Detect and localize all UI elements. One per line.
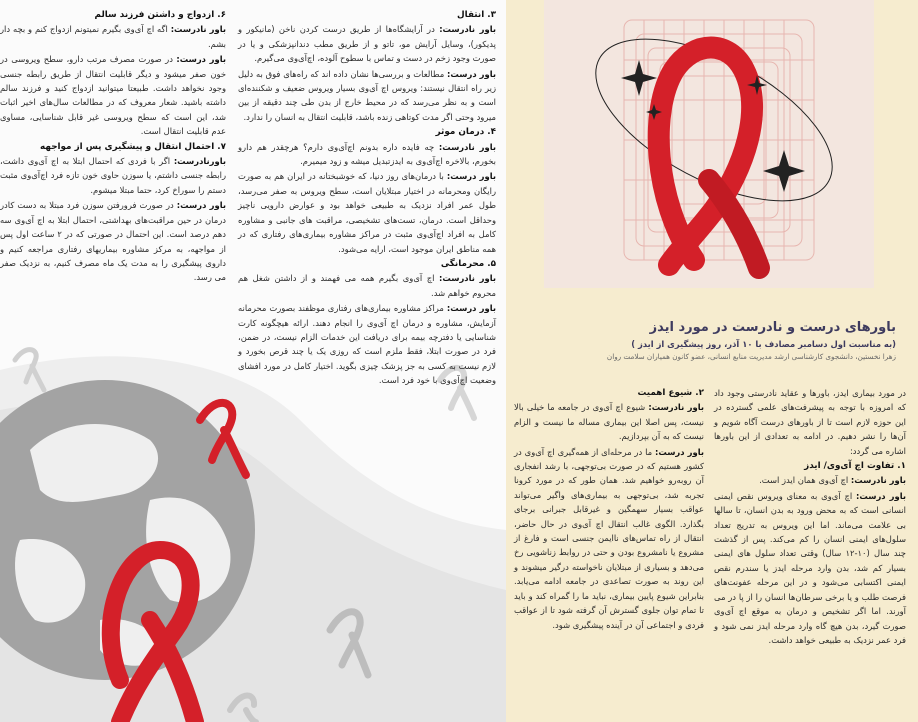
- right-page-right-column: [714, 386, 906, 648]
- article-authors: زهرا نخستین، دانشجوی کارشناسی ارشد مدیریت منابع انسانی، عضو کانون همیاران سلامت روان: [606, 352, 896, 361]
- paragraph: باور نادرست: اگه اچ آی‌وی بگیرم نمیتونم ازدواج کنم و بچه دار بشم.: [0, 24, 226, 49]
- paragraph: باورنادرست: اگر با فردی که احتمال ابتلا به اچ آی‌وی داشت، رابطه جنسی داشتم، یا سوزن حاوی خون تازه فرد اچ‌آی‌وی مثبت دستم را سوراخ کرد، حتما مبتلا میشوم.: [0, 156, 226, 195]
- paragraph: باور نادرست: چه فایده داره بدونم اچ‌آی‌وی دارم؟ هرچقدر هم دارو بخورم، بالاخره اچ‌آی‌وی به ایدزتبدیل میشه و زود میمیرم.: [238, 141, 496, 167]
- paragraph: باور درست: مطالعات و بررسی‌ها نشان داده اند که راه‌های فوق به دلیل زیر راه انتقال نیستند: ویروس اچ آی‌وی بسیار ویروس ضعیف و شکننده‌ای است و به نظر می‌رسد که در محیط خارج از بدن طی چند دقیقه از بین میرود وحتی اگر مدت کوتاهی زنده باشد، قابلیت انتقال به انسان را ندارد.: [238, 68, 496, 122]
- paragraph: باور نادرست: در آرایشگاه‌ها از طریق درست کردن ناخن (مانیکور و پدیکور)، وسایل آرایش مو، تاتو و از طریق مطب دندانپزشکی و یا در صورت وجود زخم در دست و تماس با سطوح آلوده، اچ‌آی‌وی می‌گیرم.: [238, 24, 496, 64]
- paragraph: باور درست: مراکز مشاوره بیماری‌های رفتاری موظفند بصورت محرمانه آزمایش، مشاوره و درمان اچ آی‌وی را انجام دهند. ارائه هیچگونه کارت شناسایی یا دفترچه بیمه برای دریافت این خدمات الزام نیست، در ضمن، فرد در صورت ابتلا، فقط ملزم است که روزی یک یا چند قرص بخورد و لازم نیست به کسی به جز پزشک چیزی بگوید. اختیار کامل در مورد افشای وضعیت اچ‌آی‌وی با خود فرد است.: [238, 303, 496, 386]
- paragraph: باور درست: با درمان‌های روز دنیا، که خوشبختانه در ایران هم به صورت رایگان ومحرمانه در اختیار مبتلایان است، سطح ویروس به صفر می‌رسد، طول عمر افراد نزدیک به طبیعی خواهد بود و عوارض دارویی ناچیز وحداقل است. درمان، تست‌های تشخیصی، مراقبت های جانبی و مشاوره کامل به افراد اچ‌آی‌وی مثبت در مراکز مشاوره بیماری‌های رفتاری که در همه مناطق ایران موجود است، ارایه می‌شود.: [238, 171, 496, 254]
- right-page-left-column: [514, 386, 704, 633]
- paragraph: باور درست: ما در مرحله‌ای از همه‌گیری اچ آی‌وی در کشور هستیم که در صورت بی‌توجهی، با رشد انفجاری آن روبه‌رو خواهیم شد. همان طور که در مورد کرونا تجربه شد، بی‌توجهی به بیماری‌های واگیر می‌تواند عواقب بسیار سهمگین و غیرقابل جبرانی برجای بگذارد. الگوی غالب انتقال اچ آی‌وی در حال حاضر، انتقال از راه تماس‌های ناایمن جنسی است و فارغ از مشروع یا نامشروع بودن و حتی در روابط زناشویی رخ می‌دهد و بسیاری از مبتلایان ناخواسته درگیر میشوند و این روند به صورت تصاعدی در جامعه ادامه می‌یابد. بنابراین شیوع پایین بیماری، نباید ما را گمراه کند و باید تا تمام توان جلوی گسترش آن گرفته شود تا از عواقب فردی و اجتماعی آن در آینده پیشگیری شود.: [514, 446, 704, 630]
- paragraph: باور درست: اچ آی‌وی به معنای ویروس نقص ایمنی انسانی است که به محض ورود به بدن انسان، تا سالها بی علامت می‌ماند. اما این ویروس به تدریج تعداد سلول‌های ایمنی انسان را کم می‌کند. پس از گذشت چند سال (۱۰-۱۲ سال) وقتی تعداد سلول های ایمنی بسیار کم شد، بدن وارد مرحله ایدز یا سندرم نقص ایمنی اکتسابی می‌شود و در این مرحله عفونت‌های فرصت طلب و یا برخی سرطان‌ها انسان را از پا در می آورند. اما اگر تشخیص و درمان به موقع اچ آی‌وی صورت گیرد، بدن هیچ گاه وارد مرحله ایدز نمی شود و فرد عمر نزدیک به طبیعی خواهد داشت.: [714, 490, 906, 645]
- article-title: باورهای درست و نادرست در مورد ایدز: [649, 320, 896, 335]
- left-page-left-column: [0, 8, 226, 286]
- paragraph: باور نادرست: اچ آی‌وی همان ایدز است.: [759, 475, 906, 486]
- section-heading: ۲. شیوع اهمیت: [637, 388, 704, 398]
- section-heading: ۷. احتمال انتقال و پیشگیری پس از مواجهه: [40, 141, 226, 152]
- paragraph: باور نادرست: شیوع اچ آی‌وی در جامعه ما خیلی بالا نیست، پس اصلا این بیماری مساله ما نیست و الزام نیست که به آن بپردازیم.: [514, 402, 704, 442]
- left-page-right-column: [238, 8, 496, 389]
- aids-ribbon-poster: [544, 0, 874, 288]
- paragraph: باور درست: در صورت مصرف مرتب دارو، سطح ویروسی در خون صفر میشود و دیگر قابلیت انتقال از طریق رابطه جنسی وجود نخواهد داشت. طبیعتا میتوانید ازدواج کنید و فرزند سالم داشته باشید. شعار معروف که در مطالعات سال‌های اخیر اثبات شد، این است که سطح ویروسی غیر قابل شناسایی، مساوی عدم قابلیت انتقال است.: [0, 54, 226, 137]
- article-header: [526, 320, 896, 361]
- intro-paragraph: در مورد بیماری ایدز، باورها و عقاید نادرستی وجود داد که امروزه با توجه به پیشرفت‌های علمی گسترده در این حوزه لازم است تا از باورهای درست آگاه شویم و آن‌ها را نشر دهیم. در ادامه به تعدادی از این باورها اشاره می گردد:: [714, 388, 906, 456]
- section-heading: ۳. انتقال: [457, 10, 496, 20]
- article-subtitle: (به مناسبت اول دسامبر مصادف با ۱۰ آذر، روز پیشگیری از ایدز ): [631, 339, 896, 349]
- section-heading: ۱. تفاوت اچ آی‌وی/ ایدز: [804, 461, 906, 472]
- section-heading: ۵. محرمانگی: [440, 258, 496, 269]
- section-heading: ۴. درمان موثر: [435, 127, 496, 138]
- paragraph: باور نادرست: اچ آی‌وی بگیرم همه می فهمند و از داشتن شغل هم محروم خواهم شد.: [238, 273, 496, 298]
- section-heading: ۶. ازدواج و داشتن فرزند سالم: [94, 10, 226, 20]
- paragraph: باور درست: در صورت فرورفتن سوزن فرد مبتلا به دست کادر درمان در حین مراقبت‌های بهداشتی، احتمال ابتلا به اچ آی‌وی سه دهم درصد است. این احتمال در صورتی که در ۲ ساعت اول پس از مواجهه، به مرکز مشاوره بیماریهای رفتاری مراجعه کنیم و داروی پیشگیری را به مدت یک ماه مصرف کنیم، به نزدیک صفر می رسد.: [0, 200, 226, 283]
